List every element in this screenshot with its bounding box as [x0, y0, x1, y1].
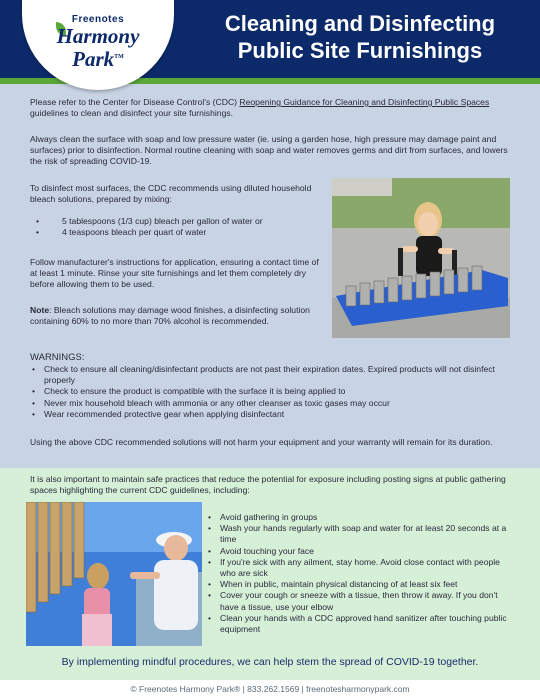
intro-paragraph: Please refer to the Center for Disease Control's (CDC) Reopening Guidance for Cleaning and Disinfecting Public Spaces guidelines to clean and disinfect your site furnishings.: [30, 97, 490, 119]
clean-paragraph: Always clean the surface with soap and low pressure water (ie. using a garden hose, high pressure may damage paint and surfaces) prior to disinfection. Normal routine cleaning with soap and water removes germs and dirt from surfaces, and lowers the risk of spreading COVID-19.: [30, 134, 508, 167]
note-paragraph: Note: Bleach solutions may damage wood finishes, a disinfecting solution containing 60% to no more than 70% alcohol is recommended.: [30, 305, 310, 327]
safe-practices-list: [206, 512, 516, 635]
bleach-mix-list: [30, 216, 325, 238]
note-label: Note: [30, 305, 50, 315]
logo-freenotes-text: Freenotes: [71, 14, 125, 25]
title-line-1: Cleaning and Disinfecting: [224, 11, 496, 36]
logo-park-text: Park™: [72, 47, 124, 71]
cdc-guidance-link[interactable]: Reopening Guidance for Cleaning and Disinfecting Public Spaces: [239, 97, 490, 107]
title-line-2: Public Site Furnishings: [237, 38, 483, 63]
logo-harmony-text: Harmony: [56, 24, 140, 48]
list-item: • Never mix household bleach with ammonia or any other cleanser as toxic gases may occur: [30, 398, 510, 409]
list-item: • Wash your hands regularly with soap and water for at least 20 seconds at a time: [206, 523, 516, 545]
logo-trademark: TM: [114, 54, 124, 60]
girl-playing-instrument-photo: [332, 178, 510, 338]
list-item: • Clean your hands with a CDC approved hand sanitizer after touching public equipment: [206, 613, 516, 635]
list-item: • Cover your cough or sneeze with a tissue, then throw it away. If you don't have a tissue, use your elbow: [206, 590, 516, 612]
warranty-paragraph: Using the above CDC recommended solutions will not harm your equipment and your warranty will remain for its duration.: [30, 437, 493, 447]
follow-paragraph: Follow manufacturer's instructions for application, ensuring a contact time of at least 1 minute. Rinse your site furnishings and let them completely dry before allowing them to be used.: [30, 257, 319, 290]
list-item: • Avoid touching your face: [206, 546, 516, 557]
footer-contact: © Freenotes Harmony Park® | 833.262.1569 | freenotesharmonypark.com: [0, 680, 540, 698]
practices-paragraph: It is also important to maintain safe practices that reduce the potential for exposure including posting signs at public gathering spaces highlighting the current CDC guidelines, including:: [30, 474, 506, 496]
warnings-heading: WARNINGS:: [30, 352, 85, 363]
list-item: • If you're sick with any ailment, stay home. Avoid close contact with people who are sick: [206, 557, 516, 579]
list-item: • Wear recommended protective gear when applying disinfectant: [30, 409, 510, 420]
warnings-list: [30, 364, 510, 420]
man-and-child-photo: [26, 502, 202, 646]
closing-statement: By implementing mindful procedures, we can help stem the spread of COVID-19 together.: [61, 656, 479, 668]
list-item: • When in public, maintain physical distancing of at least six feet: [206, 579, 516, 590]
list-item: • Avoid gathering in groups: [206, 512, 516, 523]
page-title: [190, 10, 530, 64]
list-item: • 4 teaspoons bleach per quart of water: [30, 227, 325, 238]
list-item: • Check to ensure all cleaning/disinfectant products are not past their expiration dates. Expired products will not disinfect properly: [30, 364, 510, 386]
disinfect-paragraph: To disinfect most surfaces, the CDC recommends using diluted household bleach solutions, prepared by mixing:: [30, 183, 312, 205]
list-item: • Check to ensure the product is compatible with the surface it is being applied to: [30, 386, 510, 397]
list-item: • 5 tablespoons (1/3 cup) bleach per gallon of water or: [30, 216, 325, 227]
